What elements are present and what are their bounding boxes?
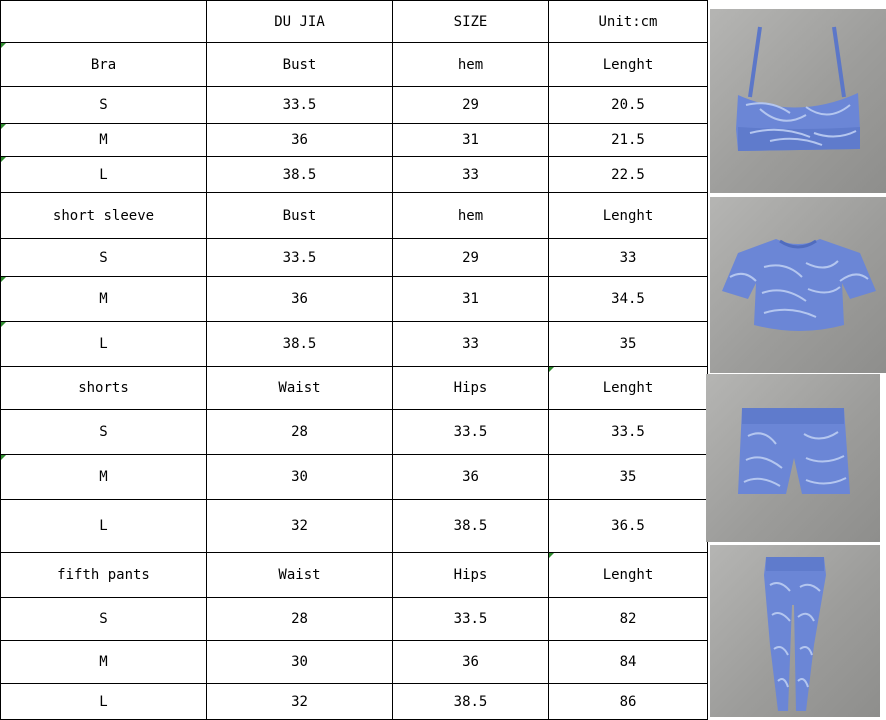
- measure-label-cell: Bust: [207, 193, 393, 239]
- value-cell: 33: [393, 157, 549, 193]
- measure-label-cell: Hips: [393, 367, 549, 410]
- value-cell: 33: [393, 322, 549, 367]
- value-cell: 36: [393, 455, 549, 500]
- garment-name-cell: Bra: [1, 43, 207, 87]
- sports-bra-image: [710, 9, 886, 193]
- section-header-row: [1, 553, 708, 598]
- table-row: [1, 598, 708, 641]
- value-cell: 36: [207, 124, 393, 157]
- value-cell: 31: [393, 277, 549, 322]
- value-cell: 29: [393, 87, 549, 124]
- value-cell: 28: [207, 410, 393, 455]
- table-row: [1, 87, 708, 124]
- size-label-cell: S: [1, 87, 207, 124]
- table-row: [1, 455, 708, 500]
- size-label-cell: L: [1, 322, 207, 367]
- short-sleeve-top-image: [710, 197, 886, 373]
- value-cell: 33.5: [393, 598, 549, 641]
- size-header-cell: SIZE: [393, 1, 549, 43]
- section-header-row: [1, 193, 708, 239]
- size-label-cell: L: [1, 157, 207, 193]
- header-empty-cell: [1, 1, 207, 43]
- value-cell: 34.5: [549, 277, 708, 322]
- bra-photo: [710, 9, 886, 193]
- size-label-cell: M: [1, 641, 207, 684]
- value-cell: 20.5: [549, 87, 708, 124]
- size-label-cell: M: [1, 455, 207, 500]
- leggings-image: [710, 545, 880, 717]
- value-cell: 33.5: [207, 239, 393, 277]
- section-header-row: [1, 43, 708, 87]
- value-cell: 21.5: [549, 124, 708, 157]
- measure-label-cell: Waist: [207, 553, 393, 598]
- value-cell: 33: [549, 239, 708, 277]
- value-cell: 38.5: [207, 157, 393, 193]
- size-label-cell: S: [1, 239, 207, 277]
- value-cell: 38.5: [393, 684, 549, 720]
- table-row: [1, 124, 708, 157]
- measure-label-cell: Lenght: [549, 367, 708, 410]
- value-cell: 33.5: [549, 410, 708, 455]
- value-cell: 30: [207, 455, 393, 500]
- value-cell: 32: [207, 500, 393, 553]
- value-cell: 29: [393, 239, 549, 277]
- size-label-cell: L: [1, 500, 207, 553]
- value-cell: 86: [549, 684, 708, 720]
- measure-label-cell: Lenght: [549, 193, 708, 239]
- value-cell: 36: [207, 277, 393, 322]
- value-cell: 35: [549, 322, 708, 367]
- value-cell: 84: [549, 641, 708, 684]
- garment-name-cell: short sleeve: [1, 193, 207, 239]
- short-sleeve-photo: [710, 197, 886, 373]
- measure-label-cell: Lenght: [549, 553, 708, 598]
- garment-name-cell: fifth pants: [1, 553, 207, 598]
- measure-label-cell: Bust: [207, 43, 393, 87]
- table-row: [1, 500, 708, 553]
- shorts-photo: [706, 374, 880, 542]
- unit-header-cell: Unit:cm: [549, 1, 708, 43]
- value-cell: 33.5: [393, 410, 549, 455]
- value-cell: 38.5: [393, 500, 549, 553]
- size-label-cell: S: [1, 598, 207, 641]
- table-header-row: [1, 1, 708, 43]
- garment-name-cell: shorts: [1, 367, 207, 410]
- table-row: [1, 277, 708, 322]
- size-label-cell: M: [1, 277, 207, 322]
- section-header-row: [1, 367, 708, 410]
- table-row: [1, 322, 708, 367]
- table-row: [1, 239, 708, 277]
- value-cell: 38.5: [207, 322, 393, 367]
- value-cell: 28: [207, 598, 393, 641]
- value-cell: 31: [393, 124, 549, 157]
- value-cell: 22.5: [549, 157, 708, 193]
- measure-label-cell: Lenght: [549, 43, 708, 87]
- measure-label-cell: hem: [393, 193, 549, 239]
- value-cell: 36.5: [549, 500, 708, 553]
- table-row: [1, 641, 708, 684]
- brand-header-cell: DU JIA: [207, 1, 393, 43]
- table-row: [1, 157, 708, 193]
- leggings-photo: [710, 545, 880, 717]
- size-label-cell: M: [1, 124, 207, 157]
- measure-label-cell: hem: [393, 43, 549, 87]
- value-cell: 82: [549, 598, 708, 641]
- size-label-cell: L: [1, 684, 207, 720]
- value-cell: 33.5: [207, 87, 393, 124]
- value-cell: 36: [393, 641, 549, 684]
- value-cell: 30: [207, 641, 393, 684]
- shorts-image: [706, 374, 880, 542]
- value-cell: 35: [549, 455, 708, 500]
- table-row: [1, 410, 708, 455]
- value-cell: 32: [207, 684, 393, 720]
- table-row: [1, 684, 708, 720]
- measure-label-cell: Hips: [393, 553, 549, 598]
- measure-label-cell: Waist: [207, 367, 393, 410]
- size-label-cell: S: [1, 410, 207, 455]
